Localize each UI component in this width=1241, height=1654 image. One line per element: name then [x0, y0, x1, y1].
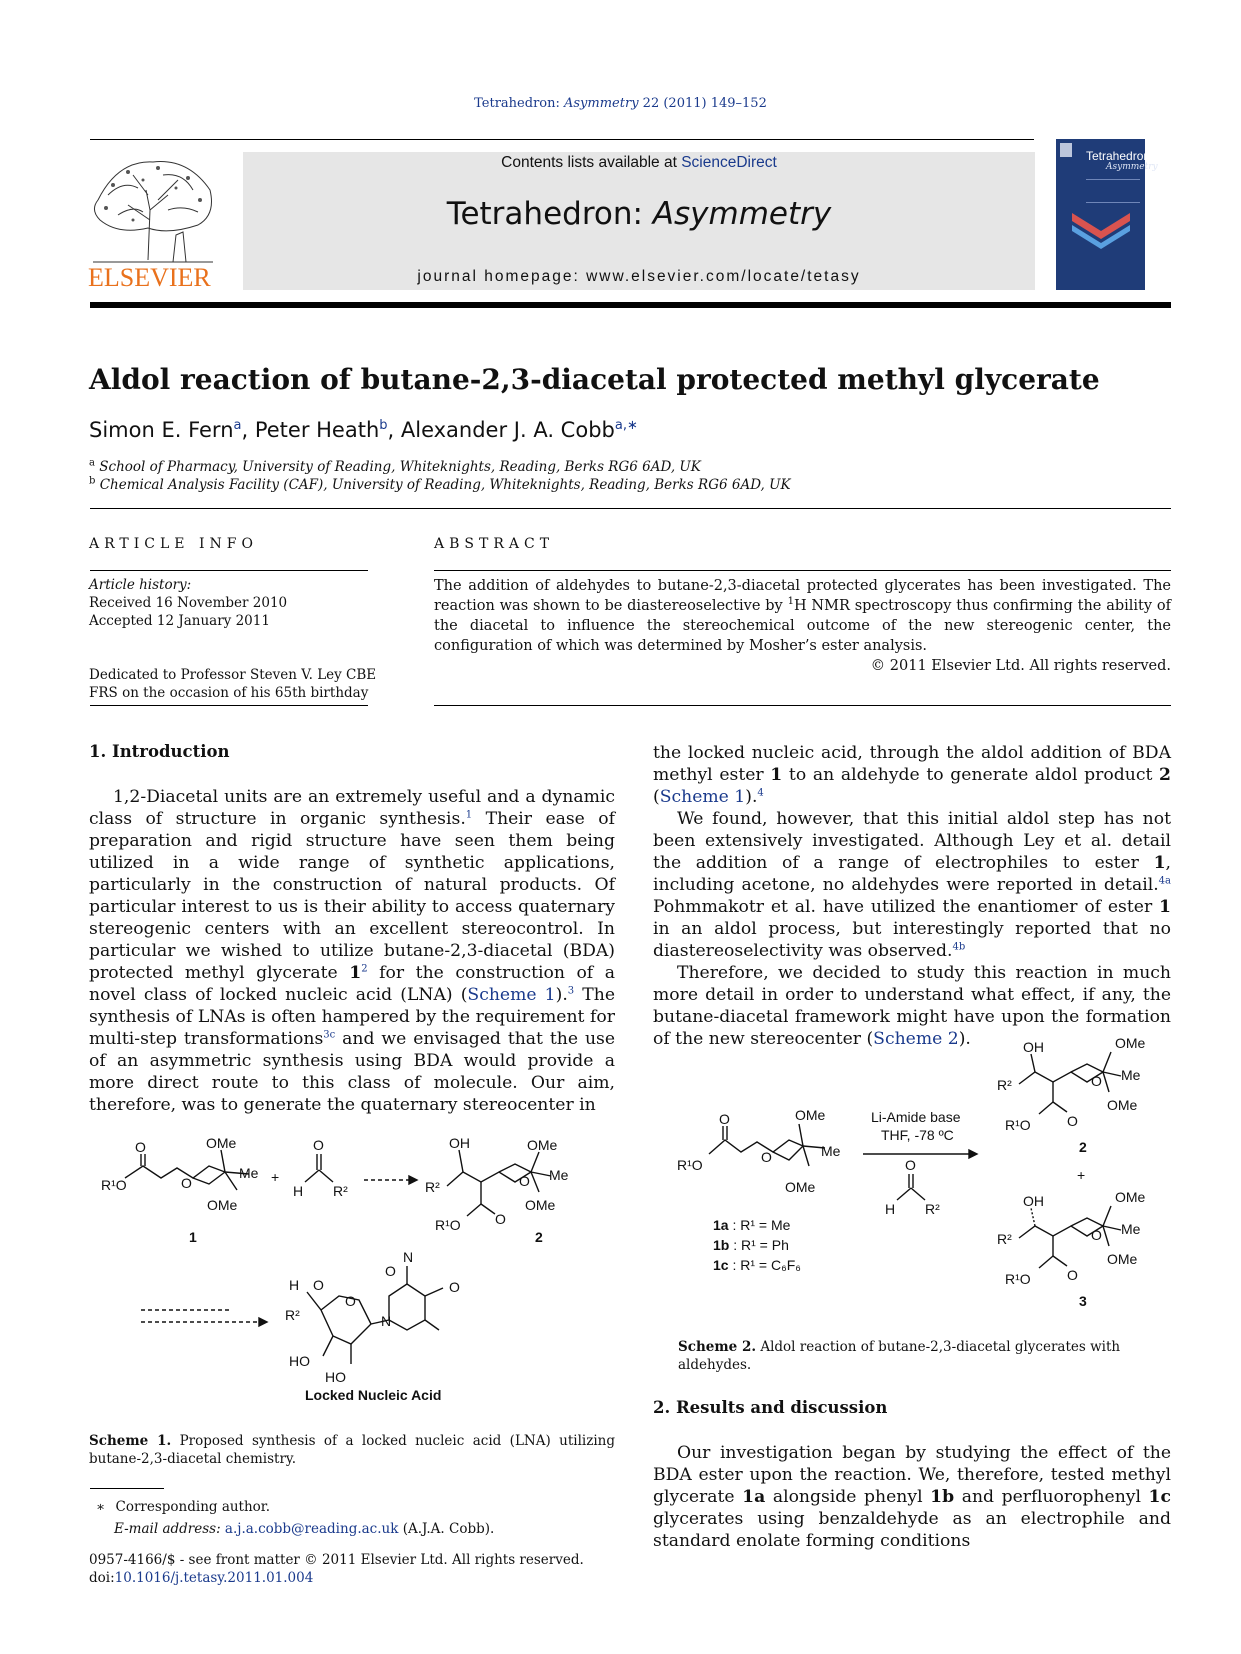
corresponding-author-note [96, 1496, 494, 1518]
atom-label: O [905, 1157, 916, 1173]
atom-label: OH [449, 1135, 470, 1151]
journal-name-italic: Asymmetry [652, 196, 832, 232]
atom-label: OMe [525, 1197, 556, 1213]
plus-sign: + [271, 1169, 280, 1185]
info-rule-top [90, 508, 1171, 509]
section-heading-results: 2. Results and discussion [653, 1398, 888, 1417]
scheme-link[interactable]: Scheme 1 [659, 787, 746, 807]
text-run: We found, however, that this initial aldol step has not been extensively investigated. Although Ley et al. detail the addition of a range of electrophiles to ester [653, 809, 1171, 873]
footnote-star: ∗ [96, 1499, 106, 1515]
reference-link[interactable]: 1 [465, 809, 473, 821]
scheme-link[interactable]: Scheme 1 [467, 985, 556, 1005]
header-rule-thick [90, 302, 1171, 308]
publisher-name: ELSEVIER [88, 263, 211, 292]
atom-label: R² [925, 1201, 940, 1217]
atom-label: R² [997, 1231, 1012, 1247]
atom-label: OMe [1107, 1097, 1138, 1113]
history-label: Article history: [89, 577, 192, 593]
aldehyde-structure [293, 1137, 348, 1199]
entry-1b: 1b : R¹ = Ph [713, 1237, 789, 1253]
text-run: and we envisaged that the use of an asymmetric synthesis using BDA would provide a more direct route to this class of molecule. Our aim, therefore, was to generate the quaternary stereocenter in [89, 1029, 616, 1115]
corresponding-text: Corresponding author. [115, 1499, 271, 1515]
atom-label: OMe [1115, 1035, 1146, 1051]
atom-label: O [345, 1293, 356, 1309]
affiliations [89, 459, 791, 494]
paragraph [653, 808, 1171, 962]
dedication-line: Dedicated to Professor Steven V. Ley CBE [89, 667, 377, 683]
cover-graphic [1070, 211, 1132, 251]
affiliation-marker: a [89, 457, 95, 469]
atom-label: O [519, 1173, 530, 1189]
entry-1a: 1a : R¹ = Me [713, 1217, 791, 1233]
email-link[interactable]: a.j.a.cobb@reading.ac.uk [224, 1521, 399, 1537]
doi-label: doi: [89, 1570, 115, 1586]
text-run: ). [958, 1029, 971, 1049]
sciencedirect-link[interactable]: ScienceDirect [681, 154, 777, 171]
reference-link[interactable]: 3 [567, 985, 575, 997]
compound-number: 1 [1153, 853, 1166, 873]
atom-label: OMe [785, 1179, 816, 1195]
caption-text: Proposed synthesis of a locked nucleic acid (LNA) utilizing butane-2,3-diacetal chemistry. [89, 1433, 615, 1467]
arrow-head [259, 1318, 267, 1326]
scheme-link[interactable]: Scheme 2 [873, 1029, 959, 1049]
compound-label: 2 [1079, 1139, 1087, 1155]
lna-structure [285, 1249, 460, 1403]
compound-number: 1 [770, 765, 783, 785]
atom-label: R¹O [435, 1217, 461, 1233]
journal-ref-suffix: 22 (2011) 149–152 [638, 96, 767, 111]
atom-label: O [385, 1263, 396, 1279]
text-run: in an aldol process, but interestingly reported that no diastereoselectivity was observed. [653, 919, 1171, 961]
text-run: Pohmmakotr et al. have utilized the enantiomer of ester [653, 897, 1160, 917]
atom-label: OH [1023, 1039, 1044, 1055]
affiliation [89, 459, 791, 477]
affiliation-text: School of Pharmacy, University of Reading, Whiteknights, Reading, Berks RG6 6AD, UK [99, 459, 701, 475]
scheme-2-caption [678, 1338, 1171, 1374]
entry-1c: 1c : R¹ = C₆F₆ [713, 1257, 801, 1273]
author-name: Peter Heath [254, 418, 380, 442]
article-info-rule-bottom [90, 705, 368, 706]
scheme-1-figure [89, 1120, 619, 1420]
header-rule-top [90, 139, 1034, 140]
text-run: the locked nucleic acid, through the aldol addition of BDA methyl ester [653, 743, 1171, 785]
abstract-heading: ABSTRACT [434, 536, 555, 552]
journal-name-main: Tetrahedron: [446, 196, 653, 232]
text-run: ). [555, 985, 568, 1005]
atom-label: R² [425, 1179, 440, 1195]
author-affiliation-link[interactable]: a [233, 418, 242, 433]
author-list: Simon E. Fern$^a$, Peter Heath$^b$, Alexander J. A. Cobb$^{a,∗}$ [89, 418, 638, 442]
reference-link[interactable]: 4 [757, 787, 764, 799]
compound-number: 1c [1148, 1487, 1171, 1507]
atom-label: OMe [527, 1137, 558, 1153]
abstract-text-part: The addition of aldehydes to butane-2,3-diacetal protected glycerates has been investigated. The reaction was shown to be diastereoselective by [434, 578, 1171, 614]
paragraph [653, 742, 1171, 808]
atom-label: OMe [1115, 1189, 1146, 1205]
atom-label: Me [549, 1167, 569, 1183]
dedication-line: FRS on the occasion of his 65th birthday [89, 685, 369, 701]
atom-label: O [135, 1139, 146, 1155]
reagent-conditions: THF, -78 ºC [881, 1127, 954, 1143]
journal-cover[interactable] [1056, 139, 1158, 290]
text-run: , including acetone, no aldehydes were reported in detail. [653, 853, 1171, 895]
atom-label: O [1067, 1267, 1078, 1283]
cover-emblem [1060, 143, 1072, 157]
author-affiliation-link[interactable]: b [379, 418, 388, 433]
journal-ref-prefix: Tetrahedron: [474, 96, 564, 111]
received-date: Received 16 November 2010 [89, 595, 288, 611]
aldehyde-structure [885, 1157, 940, 1217]
atom-label: O [495, 1211, 506, 1227]
atom-label: H [293, 1183, 304, 1199]
footnote-rule [90, 1488, 164, 1489]
text-run: The synthesis of LNAs is often hampered by the requirement for multi-step transformations [89, 985, 615, 1049]
journal-ref-italic: Asymmetry [564, 96, 639, 111]
text-run: Therefore, we decided to study this reaction in much more detail in order to understand what effect, if any, the butane-diacetal framework might have upon the formation of the new stereocenter ( [653, 963, 1171, 1049]
atom-label: R¹O [1005, 1117, 1031, 1133]
product-2-structure [997, 1035, 1146, 1155]
atom-label: OMe [207, 1197, 238, 1213]
footer [89, 1551, 584, 1587]
text-run: Their ease of preparation and rigid structure have seen them being utilized in a wide range of synthetic applications, particularly in the construction of natural products. Of particular interest to us is their ability to access quaternary stereogenic centers with an excellent stereocontrol. In particular we wished to utilize butane-2,3-diacetal (BDA) protected methyl glycerate [89, 809, 615, 983]
text-run: and perfluorophenyl [954, 1487, 1149, 1507]
atom-label: O [449, 1279, 460, 1295]
atom-label: O [1067, 1113, 1078, 1129]
caption-label: Scheme 1. [89, 1433, 172, 1449]
article-title: Aldol reaction of butane-2,3-diacetal protected methyl glycerate [89, 363, 1100, 396]
compound-label: 1 [189, 1229, 197, 1245]
caption-text: Aldol reaction of butane-2,3-diacetal glycerates with aldehydes. [678, 1339, 1121, 1373]
doi-link[interactable]: 10.1016/j.tetasy.2011.01.004 [114, 1570, 314, 1586]
atom-label: OMe [1107, 1251, 1138, 1267]
atom-label: OMe [795, 1107, 826, 1123]
scheme-1-caption [89, 1432, 615, 1468]
author-name: Alexander J. A. Cobb [400, 418, 615, 442]
contents-line [243, 154, 1035, 172]
atom-label: Me [239, 1165, 259, 1181]
product-3-structure [997, 1189, 1146, 1309]
accepted-date: Accepted 12 January 2011 [89, 613, 270, 629]
author-name: Simon E. Fern [89, 418, 234, 442]
text-run: glycerates using benzaldehyde as an electrophile and standard enolate forming conditions [653, 1509, 1171, 1551]
footnote [96, 1496, 494, 1540]
atom-label: N [381, 1313, 392, 1329]
atom-label: O [1091, 1227, 1102, 1243]
arrow-head [969, 1150, 977, 1158]
atom-label: R² [997, 1077, 1012, 1093]
doi-line [89, 1569, 584, 1587]
atom-label: Me [821, 1143, 841, 1159]
text-run: Our investigation began by studying the effect of the BDA ester upon the reaction. We, therefore, tested methyl glycerate [653, 1443, 1171, 1507]
cover-text-lines [1086, 179, 1140, 203]
atom-label: R² [285, 1307, 300, 1323]
affiliation-text: Chemical Analysis Facility (CAF), University of Reading, Whiteknights, Reading, Berks RG6 6AD, UK [99, 476, 791, 493]
compound-label: 3 [1079, 1293, 1087, 1309]
journal-name [243, 196, 1035, 232]
article-history [89, 576, 287, 630]
introduction-right-column [653, 742, 1171, 1050]
section-heading-introduction: 1. Introduction [89, 742, 230, 761]
reference-link[interactable]: 4b [952, 941, 966, 953]
cover-subtitle: Asymmetry [1106, 162, 1158, 172]
atom-label: HO [289, 1353, 310, 1369]
compound-number: 1b [930, 1487, 955, 1507]
abstract-sup: 1 [787, 596, 794, 608]
text-run: ). [745, 787, 758, 807]
results-paragraph-1 [653, 1442, 1171, 1552]
text-run: for the construction of a novel class of locked nucleic acid (LNA) ( [89, 963, 615, 1005]
atom-label: O [313, 1277, 324, 1293]
journal-homepage[interactable]: journal homepage: www.elsevier.com/locate/tetasy [417, 268, 861, 285]
atom-label: R² [333, 1183, 348, 1199]
introduction-paragraph-1 [89, 786, 615, 1116]
scheme-2-figure [653, 1030, 1171, 1330]
dedication [89, 666, 376, 702]
atom-label: OMe [206, 1135, 237, 1151]
affiliation-marker: b [89, 475, 96, 486]
compound-number: 2 [1159, 765, 1171, 785]
atom-label: N [403, 1249, 414, 1265]
issn-line: 0957-4166/$ - see front matter © 2011 Elsevier Ltd. All rights reserved. [89, 1552, 584, 1568]
atom-label: O [761, 1149, 772, 1165]
atom-label: R¹O [677, 1157, 703, 1173]
atom-label: O [719, 1111, 730, 1127]
text-run: alongside phenyl [765, 1487, 931, 1507]
reagent-base: Li-Amide base [871, 1109, 961, 1125]
atom-label: OH [1023, 1193, 1044, 1209]
atom-label: O [1091, 1073, 1102, 1089]
email-line [114, 1518, 494, 1540]
abstract-rule-top [434, 570, 1171, 571]
reference-link[interactable]: 4a [1158, 875, 1171, 887]
author-affiliation-link[interactable]: a,∗ [614, 418, 638, 433]
atom-label: Me [1121, 1067, 1141, 1083]
atom-label: H [289, 1277, 300, 1293]
elsevier-logo[interactable] [88, 150, 218, 290]
atom-label: R¹O [101, 1177, 127, 1193]
article-info-heading: ARTICLE INFO [89, 536, 258, 552]
compound-label: 2 [535, 1229, 543, 1245]
affiliation [89, 477, 791, 495]
caption-label: Scheme 2. [678, 1339, 757, 1355]
reference-link[interactable]: 2 [361, 963, 368, 975]
cover-title: Tetrahedron: [1086, 149, 1154, 163]
article-info-rule [90, 570, 368, 571]
elsevier-tree-icon [88, 150, 218, 265]
lna-label: Locked Nucleic Acid [305, 1387, 442, 1403]
compound-1-structure [677, 1107, 841, 1195]
atom-label: O [181, 1175, 192, 1191]
copyright-notice: © 2011 Elsevier Ltd. All rights reserved. [870, 658, 1171, 674]
journal-banner [243, 152, 1035, 290]
email-label: E-mail address: [114, 1521, 225, 1537]
compound-2-structure [425, 1135, 569, 1245]
atom-label: H [885, 1201, 896, 1217]
text-run: to an aldehyde to generate aldol product [782, 765, 1160, 785]
plus-sign: + [1077, 1167, 1086, 1183]
atom-label: O [313, 1137, 324, 1153]
atom-label: R¹O [1005, 1271, 1031, 1287]
journal-reference[interactable] [0, 96, 1241, 111]
atom-label: HO [325, 1369, 346, 1385]
abstract-text [434, 576, 1171, 656]
contents-prefix: Contents lists available at [501, 154, 682, 171]
abstract-rule-bottom [434, 705, 1171, 706]
text-run: ( [653, 787, 660, 807]
reference-link[interactable]: 3c [323, 1029, 336, 1041]
atom-label: Me [1121, 1221, 1141, 1237]
abstract-text-part: H NMR spectroscopy thus confirming the ability of the diacetal to influence the stereochemical outcome of the new stereogenic center, the configuration of which was determined by Mosher’s ester analysis. [434, 598, 1171, 654]
arrow-head [409, 1176, 417, 1184]
compound-number: 1a [742, 1487, 766, 1507]
compound-number: 1 [349, 963, 362, 983]
email-suffix: (A.J.A. Cobb). [398, 1521, 495, 1537]
text-run: 1,2-Diacetal units are an extremely useful and a dynamic class of structure in organic synthesis. [89, 787, 615, 829]
compound-number: 1 [1159, 897, 1171, 917]
compound-1-structure [101, 1135, 259, 1245]
